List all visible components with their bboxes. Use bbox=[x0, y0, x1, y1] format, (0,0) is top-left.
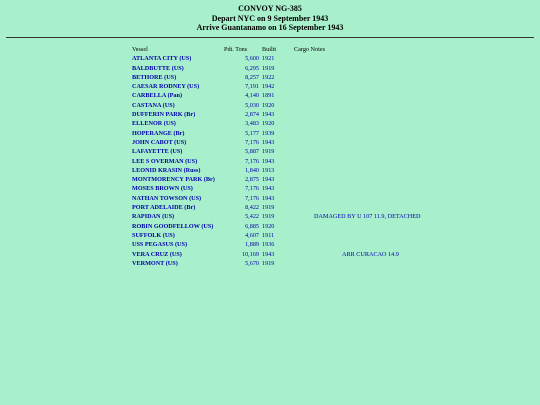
notes-cell bbox=[294, 231, 420, 240]
notes-cell bbox=[294, 157, 420, 166]
tons-cell: 1,889 bbox=[245, 241, 259, 249]
vessel-cell: CASTANA (US) bbox=[132, 101, 175, 109]
built-cell: 1943 bbox=[262, 194, 275, 202]
vessel-cell: VERMONT (US) bbox=[132, 259, 178, 267]
notes-cell bbox=[294, 119, 420, 128]
tons-cell: 1,840 bbox=[245, 166, 259, 174]
table-row bbox=[132, 119, 420, 128]
vessel-cell: CAESAR RODNEY (US) bbox=[132, 83, 200, 91]
vessel-cell: DUFFERIN PARK (Br) bbox=[132, 111, 196, 119]
notes-cell bbox=[294, 129, 420, 138]
vessel-cell: SUFFOLK (US) bbox=[132, 231, 175, 239]
built-cell: 1891 bbox=[262, 92, 275, 100]
built-cell: 1943 bbox=[262, 138, 275, 146]
tons-cell: 8,257 bbox=[245, 73, 259, 81]
notes-cell bbox=[294, 64, 420, 73]
tons-cell: 7,176 bbox=[245, 157, 259, 165]
table-header-row bbox=[132, 45, 420, 54]
vessel-cell: PORT ADELAIDE (Br) bbox=[132, 204, 196, 212]
notes-cell bbox=[294, 138, 420, 147]
table-row bbox=[132, 212, 420, 221]
table-row bbox=[132, 175, 420, 184]
notes-cell bbox=[294, 222, 420, 231]
tons-cell: 5,030 bbox=[245, 101, 259, 109]
built-cell: 1922 bbox=[262, 73, 275, 81]
table-row bbox=[132, 250, 420, 259]
convoy-title: CONVOY NG-385 bbox=[238, 4, 302, 13]
built-cell: 1943 bbox=[262, 157, 275, 165]
table-row bbox=[132, 101, 420, 110]
tons-cell: 7,176 bbox=[245, 185, 259, 193]
table-row bbox=[132, 147, 420, 156]
table-row bbox=[132, 110, 420, 119]
table-row bbox=[132, 203, 420, 212]
notes-cell bbox=[294, 166, 420, 175]
table-row bbox=[132, 166, 420, 175]
column-header-built: Builtt bbox=[262, 46, 277, 53]
tons-cell: 4,607 bbox=[245, 231, 259, 239]
built-cell: 1911 bbox=[262, 231, 275, 239]
table-row bbox=[132, 157, 420, 166]
vessel-cell: JOHN CABOT (US) bbox=[132, 138, 187, 146]
built-cell: 1943 bbox=[262, 111, 275, 119]
vessel-cell: MONTMORENCY PARK (Br) bbox=[132, 176, 215, 184]
notes-cell bbox=[294, 101, 420, 110]
notes-cell: DAMAGED BY U 107 11.9, DETACHED bbox=[314, 213, 421, 221]
notes-cell bbox=[294, 54, 420, 63]
table-row bbox=[132, 138, 420, 147]
convoy-table bbox=[132, 45, 420, 268]
built-cell: 1943 bbox=[262, 185, 275, 193]
depart-line: Depart NYC on 9 September 1943 bbox=[211, 13, 329, 23]
notes-cell bbox=[294, 259, 420, 268]
table-row bbox=[132, 82, 420, 91]
notes-cell bbox=[294, 194, 420, 203]
tons-cell: 7,191 bbox=[245, 83, 259, 91]
notes-cell bbox=[294, 73, 420, 82]
built-cell: 1920 bbox=[262, 101, 275, 109]
table-row bbox=[132, 64, 420, 73]
table-row bbox=[132, 222, 420, 231]
header-divider bbox=[6, 37, 534, 38]
built-cell: 1919 bbox=[262, 204, 275, 212]
notes-cell bbox=[294, 110, 420, 119]
built-cell: 1919 bbox=[262, 64, 275, 72]
tons-cell: 6,295 bbox=[245, 64, 259, 72]
table-body bbox=[132, 54, 420, 268]
built-cell: 1913 bbox=[262, 166, 275, 174]
built-cell: 1921 bbox=[262, 55, 275, 63]
built-cell: 1943 bbox=[262, 250, 275, 258]
built-cell: 1919 bbox=[262, 259, 275, 267]
tons-cell: 6,885 bbox=[245, 222, 259, 230]
notes-cell bbox=[294, 91, 420, 100]
table-row bbox=[132, 54, 420, 63]
built-cell: 1936 bbox=[262, 241, 275, 249]
vessel-cell: BALDBUTTE (US) bbox=[132, 64, 184, 72]
vessel-cell: ATLANTA CITY (US) bbox=[132, 55, 192, 63]
vessel-cell: RAPIDAN (US) bbox=[132, 213, 175, 221]
tons-cell: 7,176 bbox=[245, 138, 259, 146]
tons-cell: 5,670 bbox=[245, 259, 259, 267]
tons-cell: 10,169 bbox=[241, 250, 259, 258]
vessel-cell: USS PEGASUS (US) bbox=[132, 241, 188, 249]
notes-cell bbox=[294, 147, 420, 156]
tons-cell: 2,875 bbox=[245, 176, 259, 184]
built-cell: 1943 bbox=[262, 176, 275, 184]
vessel-cell: NATHAN TOWSON (US) bbox=[132, 194, 202, 202]
notes-cell bbox=[294, 203, 420, 212]
table-row bbox=[132, 91, 420, 100]
column-header-vessel: Vessel bbox=[132, 46, 148, 53]
page-header bbox=[0, 0, 540, 33]
vessel-cell: ELLENOR (US) bbox=[132, 120, 176, 128]
tons-cell: 7,176 bbox=[245, 194, 259, 202]
tons-cell: 5,887 bbox=[245, 148, 259, 156]
notes-cell bbox=[294, 184, 420, 193]
column-header-tons: Pdt. Tons bbox=[224, 46, 248, 53]
vessel-cell: LEE S OVERMAN (US) bbox=[132, 157, 198, 165]
built-cell: 1939 bbox=[262, 129, 275, 137]
vessel-cell: ROBIN GOODFELLOW (US) bbox=[132, 222, 214, 230]
tons-cell: 3,483 bbox=[245, 120, 259, 128]
vessel-cell: LEONID KRASIN (Russ) bbox=[132, 166, 201, 174]
built-cell: 1919 bbox=[262, 213, 275, 221]
table-row bbox=[132, 194, 420, 203]
notes-cell: ARR CURACAO 14.9 bbox=[342, 250, 399, 258]
vessel-cell: BETHORE (US) bbox=[132, 73, 177, 81]
tons-cell: 5,177 bbox=[245, 129, 259, 137]
arrive-line: Arrive Guantanamo on 16 September 1943 bbox=[196, 23, 344, 32]
tons-cell: 4,140 bbox=[245, 92, 259, 100]
vessel-cell: MOSES BROWN (US) bbox=[132, 185, 193, 193]
vessel-cell: CARBELLA (Pan) bbox=[132, 92, 183, 100]
tons-cell: 8,422 bbox=[245, 204, 259, 212]
tons-cell: 2,874 bbox=[245, 111, 259, 119]
notes-cell bbox=[294, 240, 420, 249]
tons-cell: 5,600 bbox=[245, 55, 259, 63]
tons-cell: 5,422 bbox=[245, 213, 259, 221]
built-cell: 1920 bbox=[262, 222, 275, 230]
vessel-cell: LAFAYETTE (US) bbox=[132, 148, 183, 156]
vessel-cell: HOPERANGE (Br) bbox=[132, 129, 185, 137]
table-row bbox=[132, 231, 420, 240]
table-row bbox=[132, 240, 420, 249]
table-row bbox=[132, 259, 420, 268]
built-cell: 1919 bbox=[262, 148, 275, 156]
built-cell: 1942 bbox=[262, 83, 275, 91]
notes-cell bbox=[294, 82, 420, 91]
table-row bbox=[132, 129, 420, 138]
table-row bbox=[132, 73, 420, 82]
notes-cell bbox=[294, 175, 420, 184]
table-row bbox=[132, 184, 420, 193]
vessel-cell: VERA CRUZ (US) bbox=[132, 250, 182, 258]
column-header-notes: Cargo Notes bbox=[294, 46, 325, 53]
built-cell: 1920 bbox=[262, 120, 275, 128]
